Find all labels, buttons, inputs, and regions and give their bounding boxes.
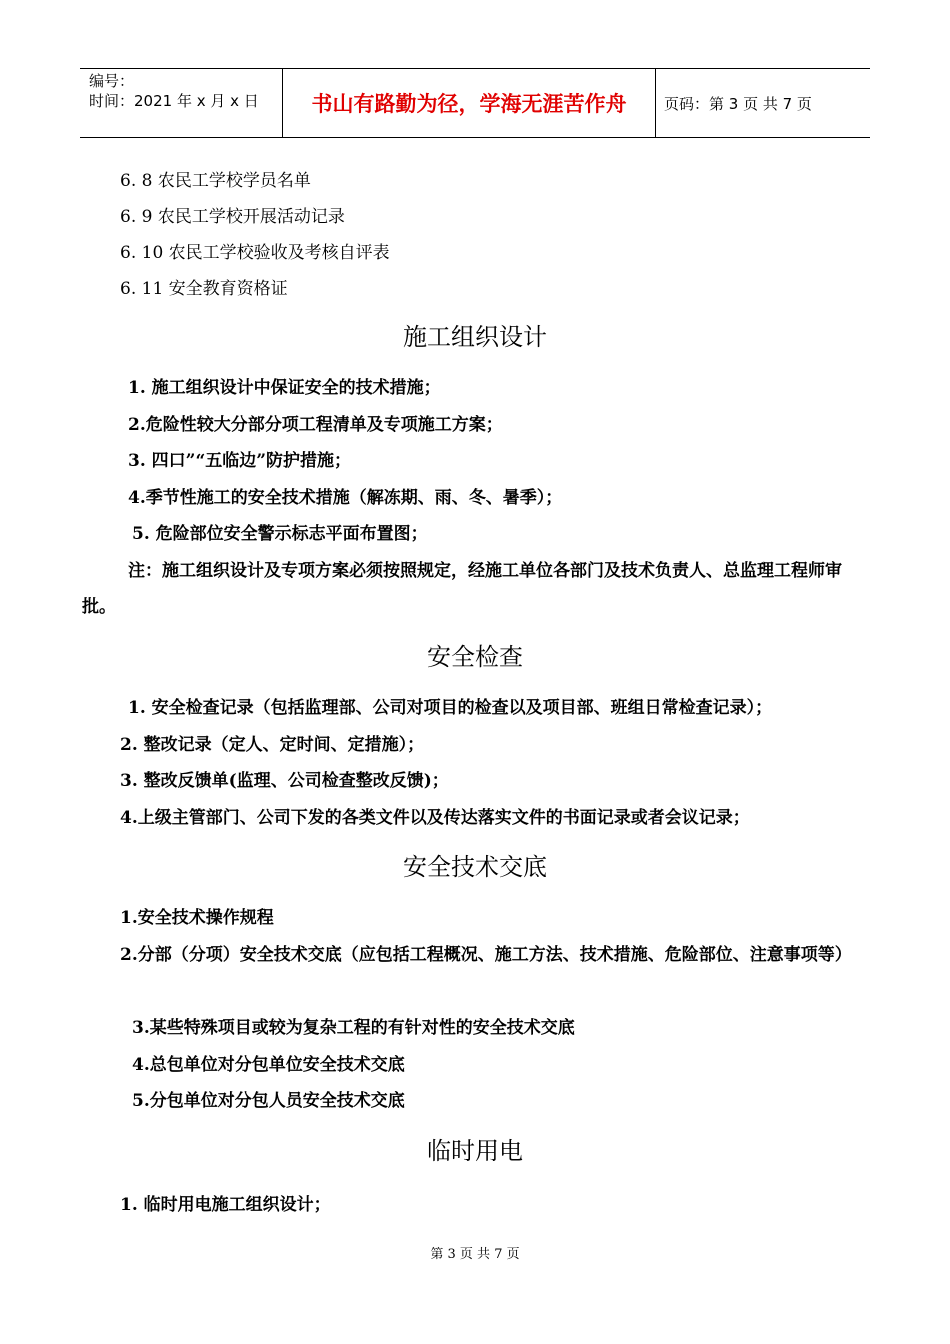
- list-item: 1. 施工组织设计中保证安全的技术措施；: [128, 378, 441, 398]
- list-item: 6. 9 农民工学校开展活动记录: [120, 207, 345, 227]
- list-item: 5.分包单位对分包人员安全技术交底: [132, 1091, 405, 1111]
- note-paragraph: 注：施工组织设计及专项方案必须按照规定，经施工单位各部门及技术负责人、总监理工程师审批。: [82, 561, 842, 617]
- section-title-electricity: 临时用电: [427, 1137, 523, 1165]
- list-item: 6. 11 安全教育资格证: [120, 279, 288, 299]
- page-footer: 第 3 页 共 7 页: [430, 1247, 520, 1262]
- list-item: 4.季节性施工的安全技术措施（解冻期、雨、冬、暑季）；: [128, 488, 563, 508]
- number-label: 编号：: [89, 72, 135, 90]
- document-header: [80, 68, 870, 138]
- section-title-briefing: 安全技术交底: [403, 853, 547, 881]
- list-item: 1. 安全检查记录（包括监理部、公司对项目的检查以及项目部、班组日常检查记录）；: [128, 698, 773, 718]
- list-item: 3. 四口”“五临边”防护措施；: [128, 451, 352, 471]
- list-item: 3.某些特殊项目或较为复杂工程的有针对性的安全技术交底: [132, 1018, 575, 1038]
- time-label: 时间：2021 年 x 月 x 日: [89, 92, 259, 110]
- header-motto: 书山有路勤为径，学海无涯苦作舟: [311, 92, 627, 116]
- section-title-construction: 施工组织设计: [403, 323, 547, 351]
- header-meta: [80, 69, 282, 137]
- list-item: 5. 危险部位安全警示标志平面布置图；: [132, 524, 428, 544]
- list-item: 2. 整改记录（定人、定时间、定措施）；: [120, 735, 425, 755]
- list-item: 2.危险性较大分部分项工程清单及专项施工方案；: [128, 415, 503, 435]
- list-item: 4.总包单位对分包单位安全技术交底: [132, 1055, 405, 1075]
- header-page-info: 页码：第 3 页 共 7 页: [664, 94, 812, 113]
- list-item: 4.上级主管部门、公司下发的各类文件以及传达落实文件的书面记录或者会议记录；: [120, 808, 750, 828]
- list-item: 1.安全技术操作规程: [120, 908, 274, 928]
- section-title-inspection: 安全检查: [427, 643, 523, 671]
- list-item: 1. 临时用电施工组织设计；: [120, 1195, 331, 1215]
- list-item: 2.分部（分项）安全技术交底（应包括工程概况、施工方法、技术措施、危险部位、注意事项等）: [120, 945, 852, 965]
- list-item: 3. 整改反馈单(监理、公司检查整改反馈)；: [120, 771, 449, 791]
- list-item: 6. 8 农民工学校学员名单: [120, 171, 311, 191]
- list-item: 6. 10 农民工学校验收及考核自评表: [120, 243, 390, 263]
